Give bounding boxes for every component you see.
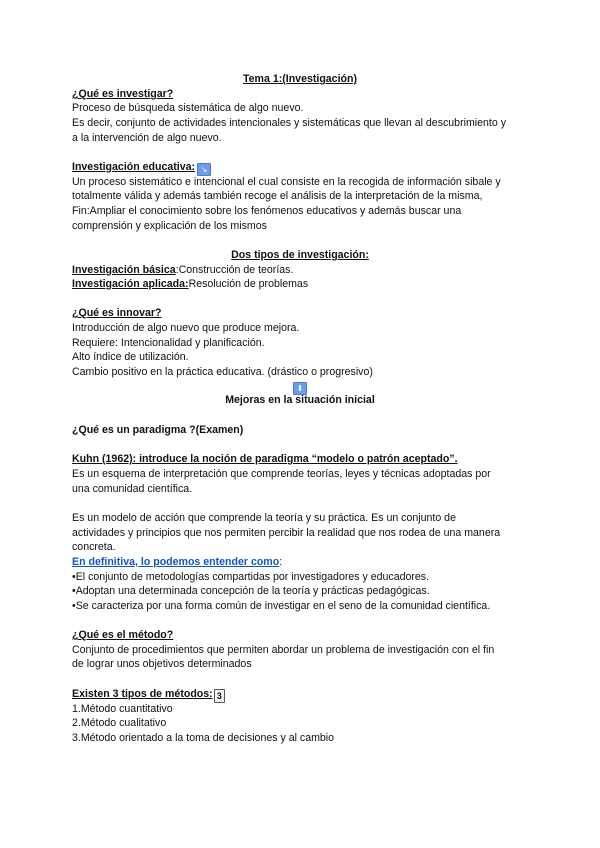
heading-investigacion-educativa-row — [72, 160, 211, 176]
list-item: 1.Método cuantitativo — [72, 703, 173, 715]
paragraph-line: una comunidad científica. — [72, 483, 193, 495]
paragraph-line: a la intervención de algo nuevo. — [72, 132, 222, 144]
paragraph-line: Proceso de búsqueda sistemática de algo nuevo. — [72, 102, 304, 114]
list-item: 2.Método cualitativo — [72, 717, 167, 729]
heading-innovar: ¿Qué es innovar? — [72, 307, 162, 319]
paragraph-line: Conjunto de procedimientos que permiten abordar un problema de investigación con el fin — [72, 644, 495, 656]
heading-investigacion-educativa: Investigación educativa: — [72, 161, 196, 173]
paragraph-line: Introducción de algo nuevo que produce mejora. — [72, 322, 300, 334]
bullet-item: •Adoptan una determinada concepción de la teoría y prácticas pedagógicas. — [72, 585, 430, 597]
kuhn-text: Kuhn (1962): introduce la noción de paradigma — [72, 453, 312, 465]
paragraph-line: Un proceso sistemático e intencional el cual consiste en la recogida de información sibale y — [72, 176, 501, 188]
paragraph-line: concreta. — [72, 541, 116, 553]
heading-dos-tipos: Dos tipos de investigación: — [231, 249, 369, 261]
paragraph-line: Fin:Ampliar el conocimiento sobre los fenómenos educativos y además buscar una — [72, 205, 462, 217]
paragraph-line: Es un modelo de acción que comprende la teoría y su práctica. Es un conjunto de — [72, 512, 456, 524]
tipo-basica-row — [72, 263, 293, 277]
label-investigacion-basica: Investigación básica — [72, 264, 176, 276]
innovar-result: Mejoras en la situación inicial — [225, 394, 375, 406]
paragraph-line: totalmente válida y además también recoge el análisis de la interpretación de la misma, — [72, 190, 483, 202]
page-title: Tema 1:(Investigación) — [242, 73, 357, 85]
heading-tipos-metodos: Existen 3 tipos de métodos: — [72, 688, 213, 700]
tipo-aplicada-row — [72, 277, 308, 291]
paragraph-line: de lograr unos objetivos determinados — [72, 658, 252, 670]
paragraph-line: Es un esquema de interpretación que comprende teorías, leyes y técnicas adoptadas por — [72, 468, 491, 480]
arrow-down-icon: ⬇ — [293, 382, 307, 395]
paragraph-line: Alto índice de utilización. — [72, 351, 189, 363]
paragraph-line: actividades y principios que nos permiten percibir la realidad que nos rodea de una manera — [72, 527, 501, 539]
heading-paradigma: ¿Qué es un paradigma ?(Examen) — [72, 424, 244, 436]
list-item: 3.Método orientado a la toma de decisiones y al cambio — [72, 732, 335, 744]
paragraph-line: Requiere: Intencionalidad y planificación. — [72, 337, 265, 349]
definitiva-link[interactable]: En definitiva, lo podemos entender como — [72, 556, 280, 568]
bullet-item: •El conjunto de metodologías compartidas por investigadores y educadores. — [72, 571, 430, 583]
definitiva-row — [72, 555, 282, 569]
paragraph-line: comprensión y explicación de los mismos — [72, 220, 267, 232]
definitiva-colon: : — [279, 556, 283, 568]
number-three-icon: 3 — [214, 689, 225, 703]
heading-metodo: ¿Qué es el método? — [72, 629, 174, 641]
text-investigacion-aplicada: Resolución de problemas — [188, 278, 309, 290]
arrow-down-right-icon: ↘ — [197, 163, 211, 176]
kuhn-quote: “modelo o patrón aceptado”. — [311, 453, 458, 465]
kuhn-line — [72, 452, 458, 466]
heading-investigar: ¿Qué es investigar? — [72, 88, 174, 100]
text-investigacion-basica: :Construcción de teorías. — [175, 264, 294, 276]
label-investigacion-aplicada: Investigación aplicada: — [72, 278, 189, 290]
bullet-item: •Se caracteriza por una forma común de investigar en el seno de la comunidad científica. — [72, 600, 491, 612]
paragraph-line: Es decir, conjunto de actividades intencionales y sistemáticas que llevan al descubrimiento y — [72, 117, 506, 129]
paragraph-line: Cambio positivo en la práctica educativa. (drástico o progresivo) — [72, 366, 373, 378]
heading-tipos-metodos-row — [72, 687, 225, 703]
